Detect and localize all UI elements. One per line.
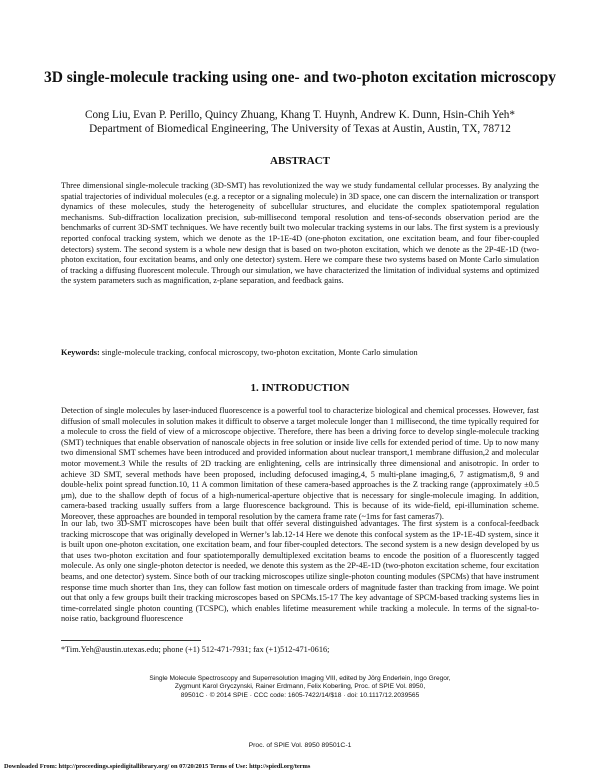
abstract-text: Three dimensional single-molecule tracking (3D-SMT) has revolutionized the way we study fundamental cellular processes. By analyzing the spatial trajectories of individual molecules (e.g. a receptor or a signaling molecule) in 3D space, one can discern the internalization or transport dynamics of these molecules, study the heterogeneity of subcellular structures, and elucidate the complex spatiotemporal regulation mechanisms. Sub-diffraction localization precision, sub-millisecond temporal resolution and tens-of-seconds observation period are the benchmarks of current 3D-SMT techniques. We have recently built two molecular tracking systems in our labs. The first system is a previously reported confocal tracking system, which we denote as the 1P-1E-4D (one-photon excitation, one excitation beam, and four fiber-coupled detectors) system. The second system is a whole new design that is based on two-photon excitation, which we denote as the 2P-4E-1D (two-photon excitation, four excitation beams, and only one detector) system. Here we compare these two systems based on Monte Carlo simulation of tracking a diffusing fluorescent molecule. Through our simulation, we have characterized the limitation of individual systems and optimized the system parameters such as magnification, z-plane separation, and feedback gains. — [61, 181, 539, 286]
author-list: Cong Liu, Evan P. Perillo, Quincy Zhuang, Khang T. Huynh, Andrew K. Dunn, Hsin-Chih Yeh* — [85, 109, 515, 121]
affiliation: Department of Biomedical Engineering, The University of Texas at Austin, Austin, TX, 78712 — [89, 123, 511, 135]
keywords — [61, 348, 539, 359]
abstract-heading: ABSTRACT — [270, 155, 330, 167]
page-number: Proc. of SPIE Vol. 8950 89501C-1 — [248, 742, 352, 749]
footnote-divider — [61, 640, 201, 641]
keywords-list: single-molecule tracking, confocal microscopy, two-photon excitation, Monte Carlo simulation — [101, 348, 418, 357]
download-notice: Downloaded From: http://proceedings.spiedigitallibrary.org/ on 07/20/2015 Terms of Use: http://spiedl.org/terms — [4, 763, 311, 770]
section-heading-introduction: 1. INTRODUCTION — [250, 382, 350, 394]
proceedings-line: Single Molecule Spectroscopy and Superresolution Imaging VIII, edited by Jörg Enderlein, Ingo Gregor, — [149, 675, 451, 682]
intro-paragraph-2: In our lab, two 3D-SMT microscopes have been built that offer several distinguished advantages. The first system is a confocal-feedback tracking microscope that was originally developed in Werner’s lab.12-14 Here we denote this confocal system as the 1P-1E-4D system, since it is built upon one-photon excitation, one excitation beam, and four fiber-coupled detectors. The second system is a new design developed by us that uses two-photon excitation and four spatiotemporally demultiplexed excitation beams to encode the position of a fluorescently tagged molecule. As only one single-photon detector is needed, we denote this system as the 2P-4E-1D (two-photon excitation scheme, four excitation beams, and one detector) system. Since both of our tracking microscopes utilize single-photon counting modules (SPCMs) that have instrument response time much shorter than 1ns, they can follow fast motion on timescale orders of magnitude faster than tracking from image. We point out that only a few groups built their tracking microscopes based on SPCMs.15-17 The key advantage of SPCM-based tracking systems lies in time-correlated single photon counting (TCSPC), which enables lifetime measurement while tracking a molecule. In terms of the signal-to-noise ratio, background fluorescence — [61, 519, 539, 624]
intro-paragraph-1: Detection of single molecules by laser-induced fluorescence is a powerful tool to characterize biological and chemical processes. However, fast diffusion of small molecules in solution makes it difficult to observe a target molecule longer than 1 millisecond, the time typically required for a molecule to cross the field of view of a microscope objective. Therefore, there has been a driving force to develop single-molecule tracking (SMT) techniques that enable observation of nanoscale objects in free solution or inside live cells for extended period of time. Up to now many two dimensional SMT schemes have been introduced and provided information about nuclear transport,1 membrane diffusion,2 and molecular motor movement.3 While the results of 2D tracking are enlightening, cells are intrinsically three dimensional and anisotropic. In order to achieve 3D SMT, several methods have been proposed, including defocused imaging,4, 5 multi-plane imaging,6, 7 astigmatism,8, 9 and double-helix point spread function.10, 11 A common limitation of these camera-based approaches is the Z tracking range (approximately ±0.5 μm), due to the shallow depth of focus of a high-numerical-aperture objective that is necessary for single-molecule imaging. In addition, camera-based tracking usually suffers from a large fluorescence background. This is because of its wide-field, epi-illumination scheme. Moreover, these approaches are bounded in temporal resolution by the camera frame rate (~1ms for fast cameras7). — [61, 406, 539, 521]
proceedings-info — [100, 675, 500, 700]
keywords-label: Keywords: — [61, 348, 100, 357]
author-block — [40, 108, 560, 136]
paper-title: 3D single-molecule tracking using one- and two-photon excitation microscopy — [43, 69, 557, 86]
proceedings-line: Zygmunt Karol Gryczynski, Rainer Erdmann, Felix Koberling, Proc. of SPIE Vol. 8950, — [174, 683, 426, 691]
footnote: *Tim.Yeh@austin.utexas.edu; phone (+1) 512-471-7931; fax (+1)512-471-0616; — [61, 645, 330, 654]
proceedings-line: 89501C · © 2014 SPIE · CCC code: 1605-7422/14/$18 · doi: 10.1117/12.2039565 — [180, 691, 420, 699]
